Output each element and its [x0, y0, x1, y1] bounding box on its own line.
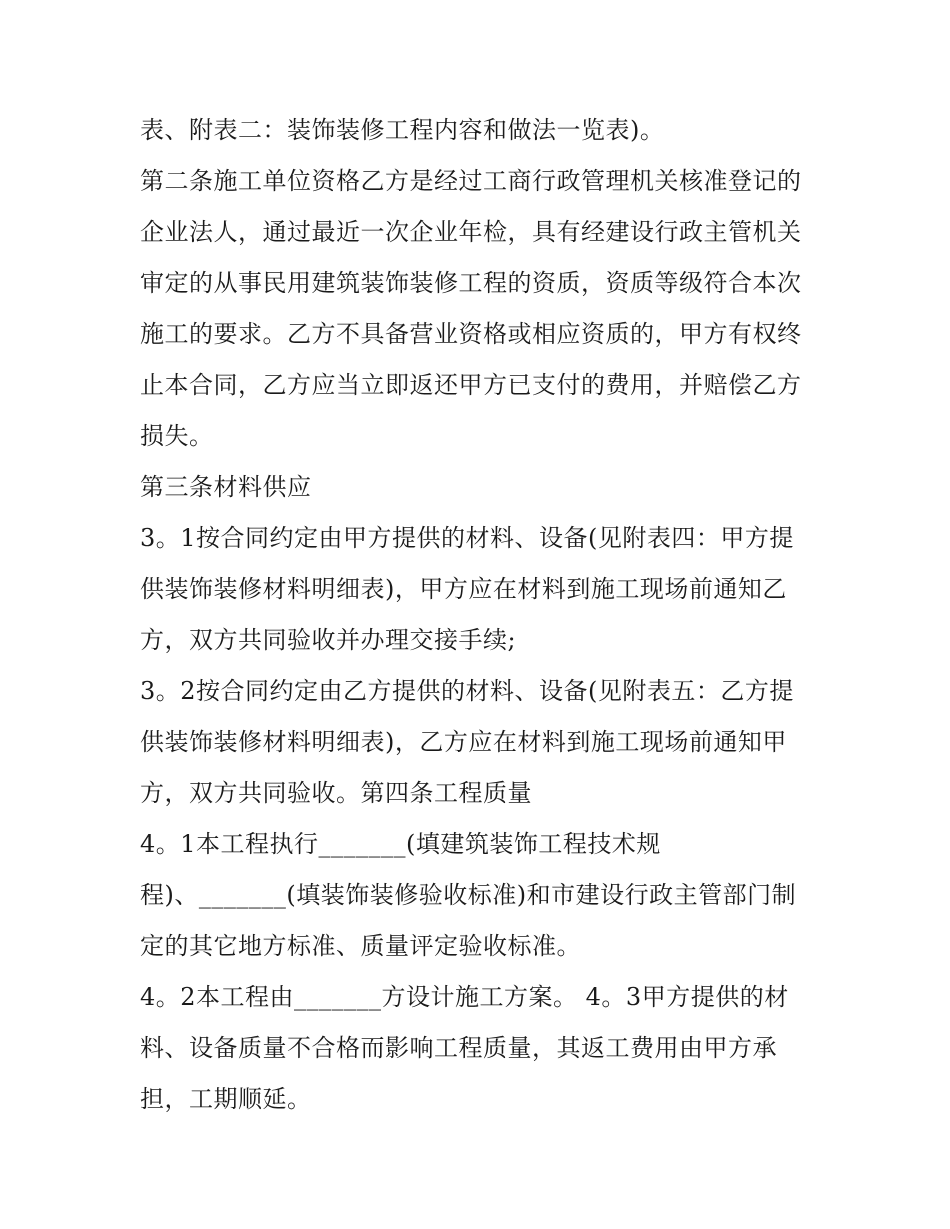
text-line: 4。2本工程由_______方设计施工方案。 4。3甲方提供的材	[140, 983, 789, 1011]
text-line: 方，双方共同验收并办理交接手续;	[140, 626, 517, 654]
text-line: 审定的从事民用建筑装饰装修工程的资质，资质等级符合本次	[140, 269, 802, 297]
text-line: 4。1本工程执行_______(填建筑装饰工程技术规	[140, 830, 661, 858]
text-line: 供装饰装修材料明细表)，甲方应在材料到施工现场前通知乙	[140, 575, 787, 603]
text-line: 3。1按合同约定由甲方提供的材料、设备(见附表四：甲方提	[140, 524, 794, 552]
text-line: 料、设备质量不合格而影响工程质量，其返工费用由甲方承	[140, 1034, 777, 1062]
text-line: 损失。	[140, 422, 214, 450]
text-line: 程)、_______(填装饰装修验收标准)和市建设行政主管部门制	[140, 881, 797, 909]
text-line: 企业法人，通过最近一次企业年检，具有经建设行政主管机关	[140, 218, 802, 246]
contract-text	[140, 105, 830, 1125]
text-line: 3。2按合同约定由乙方提供的材料、设备(见附表五：乙方提	[140, 677, 794, 705]
text-line: 止本合同，乙方应当立即返还甲方已支付的费用，并赔偿乙方	[140, 371, 802, 399]
text-line: 担，工期顺延。	[140, 1085, 312, 1113]
text-line: 第二条施工单位资格乙方是经过工商行政管理机关核准登记的	[140, 167, 802, 195]
text-line: 施工的要求。乙方不具备营业资格或相应资质的，甲方有权终	[140, 320, 802, 348]
text-line: 表、附表二：装饰装修工程内容和做法一览表)。	[140, 116, 665, 144]
text-line: 定的其它地方标准、质量评定验收标准。	[140, 932, 581, 960]
section-heading: 第三条材料供应	[140, 473, 312, 501]
text-line: 方，双方共同验收。第四条工程质量	[140, 779, 532, 807]
text-line: 供装饰装修材料明细表)，乙方应在材料到施工现场前通知甲	[140, 728, 787, 756]
